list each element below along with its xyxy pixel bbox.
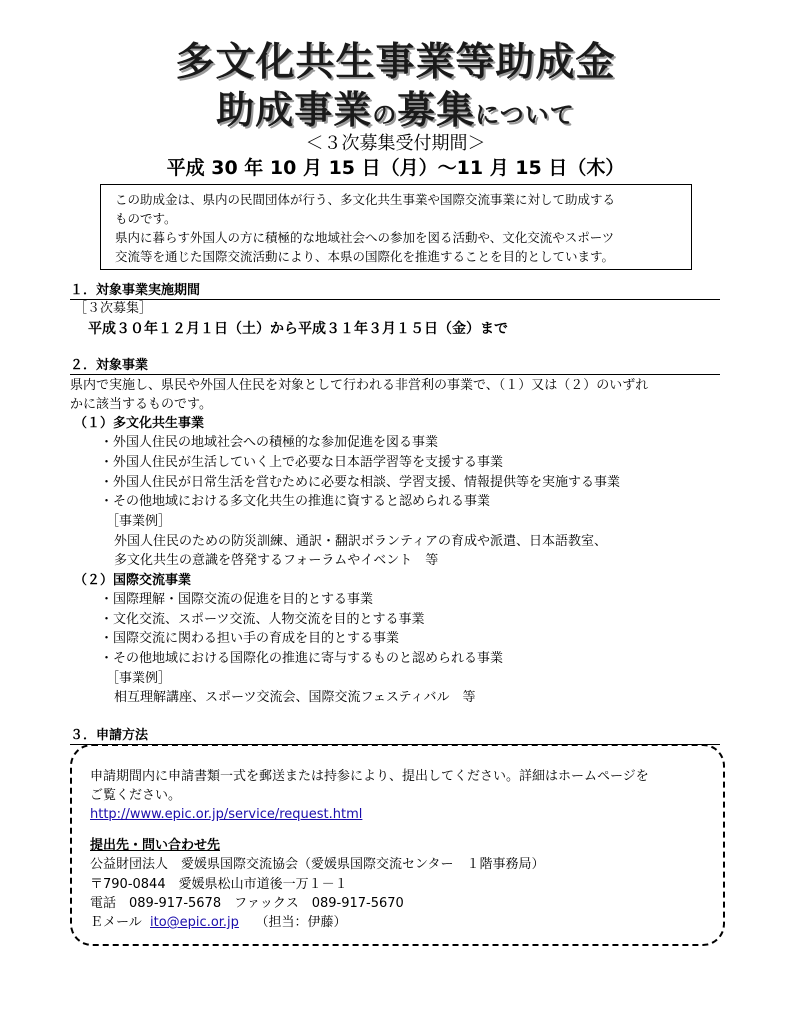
- contact-email-row: [90, 914, 346, 932]
- section1-label: ［３次募集］: [74, 301, 153, 316]
- list-item: ・文化交流、スポーツ交流、人物交流を目的とする事業: [100, 612, 425, 627]
- intro-line-3: 県内に暮らす外国人の方に積極的な地域社会への参加を図る活動や、文化交流やスポーツ: [115, 230, 615, 245]
- sub1-example-line2: 多文化共生の意識を啓発するフォーラムやイベント 等: [114, 553, 439, 568]
- apply-text-line2: ご覧ください。: [90, 788, 182, 803]
- section2-heading: ２．対象事業: [70, 357, 720, 375]
- title-suffix: について: [475, 101, 575, 129]
- recruitment-label: ＜３次募集受付期間＞: [305, 133, 486, 154]
- application-period: 平成 30 年 10 月 15 日（月）～11 月 15 日（木）: [166, 157, 625, 179]
- list-item: ・国際理解・国際交流の促進を目的とする事業: [100, 592, 374, 607]
- section1-period: 平成３０年１２月１日（土）から平成３１年３月１５日（金）まで: [88, 321, 508, 337]
- contact-phone: 電話 089-917-5678 ファックス 089-917-5670: [90, 896, 404, 911]
- list-item: ・その他地域における多文化共生の推進に資すると認められる事業: [100, 494, 491, 509]
- page-title: 多文化共生事業等助成金: [175, 40, 616, 85]
- sub2-title: （２）国際交流事業: [74, 573, 192, 588]
- list-item: ・国際交流に関わる担い手の育成を目的とする事業: [100, 631, 400, 646]
- title-particle: の: [372, 101, 398, 129]
- section3-heading: ３．申請方法: [70, 727, 720, 745]
- contact-org: 公益財団法人 愛媛県国際交流協会（愛媛県国際交流センター １階事務局）: [90, 857, 545, 872]
- sub1-example-label: ［事業例］: [106, 514, 172, 529]
- intro-line-2: ものです。: [115, 211, 177, 226]
- section1-heading: １．対象事業実施期間: [70, 282, 720, 300]
- list-item: ・外国人住民の地域社会への積極的な参加促進を図る事業: [100, 435, 439, 450]
- intro-box: [100, 184, 692, 270]
- list-item: ・外国人住民が日常生活を営むために必要な相談、学習支援、情報提供等を実施する事業: [100, 475, 621, 490]
- email-label: Ｅメール: [90, 915, 142, 930]
- section2-desc-line1: 県内で実施し、県民や外国人住民を対象として行われる非営利の事業で、（１）又は（２）のいずれ: [70, 378, 649, 393]
- list-item: ・外国人住民が生活していく上で必要な日本語学習等を支援する事業: [100, 455, 504, 470]
- apply-text-line1: 申請期間内に申請書類一式を郵送または持参により、提出してください。詳細はホームページを: [90, 769, 649, 784]
- request-url-link[interactable]: http://www.epic.or.jp/service/request.html: [90, 807, 363, 822]
- sub2-example-label: ［事業例］: [106, 671, 172, 686]
- contact-address: 〒790-0844 愛媛県松山市道後一万１－１: [90, 877, 348, 892]
- intro-line-4: 交流等を通じた国際交流活動により、本県の国際化を推進することを目的としています。: [115, 249, 615, 264]
- list-item: ・その他地域における国際化の推進に寄与するものと認められる事業: [100, 651, 504, 666]
- intro-line-1: この助成金は、県内の民間団体が行う、多文化共生事業や国際交流事業に対して助成する: [115, 192, 616, 207]
- title-main-2: 募集: [397, 88, 476, 132]
- section2-desc-line2: かに該当するものです。: [70, 397, 212, 412]
- contact-title: 提出先・問い合わせ先: [90, 838, 221, 853]
- sub1-example-line1: 外国人住民のための防災訓練、通訳・翻訳ボランティアの育成や派遣、日本語教室、: [114, 534, 607, 549]
- contact-person: （担当：伊藤）: [255, 915, 347, 930]
- sub1-title: （１）多文化共生事業: [74, 416, 205, 431]
- sub2-example-line1: 相互理解講座、スポーツ交流会、国際交流フェスティバル 等: [114, 690, 476, 705]
- email-link[interactable]: ito@epic.or.jp: [150, 915, 239, 930]
- title-main-1: 助成事業: [216, 88, 373, 132]
- application-box: [70, 744, 725, 946]
- page-subtitle-heading: [0, 88, 791, 137]
